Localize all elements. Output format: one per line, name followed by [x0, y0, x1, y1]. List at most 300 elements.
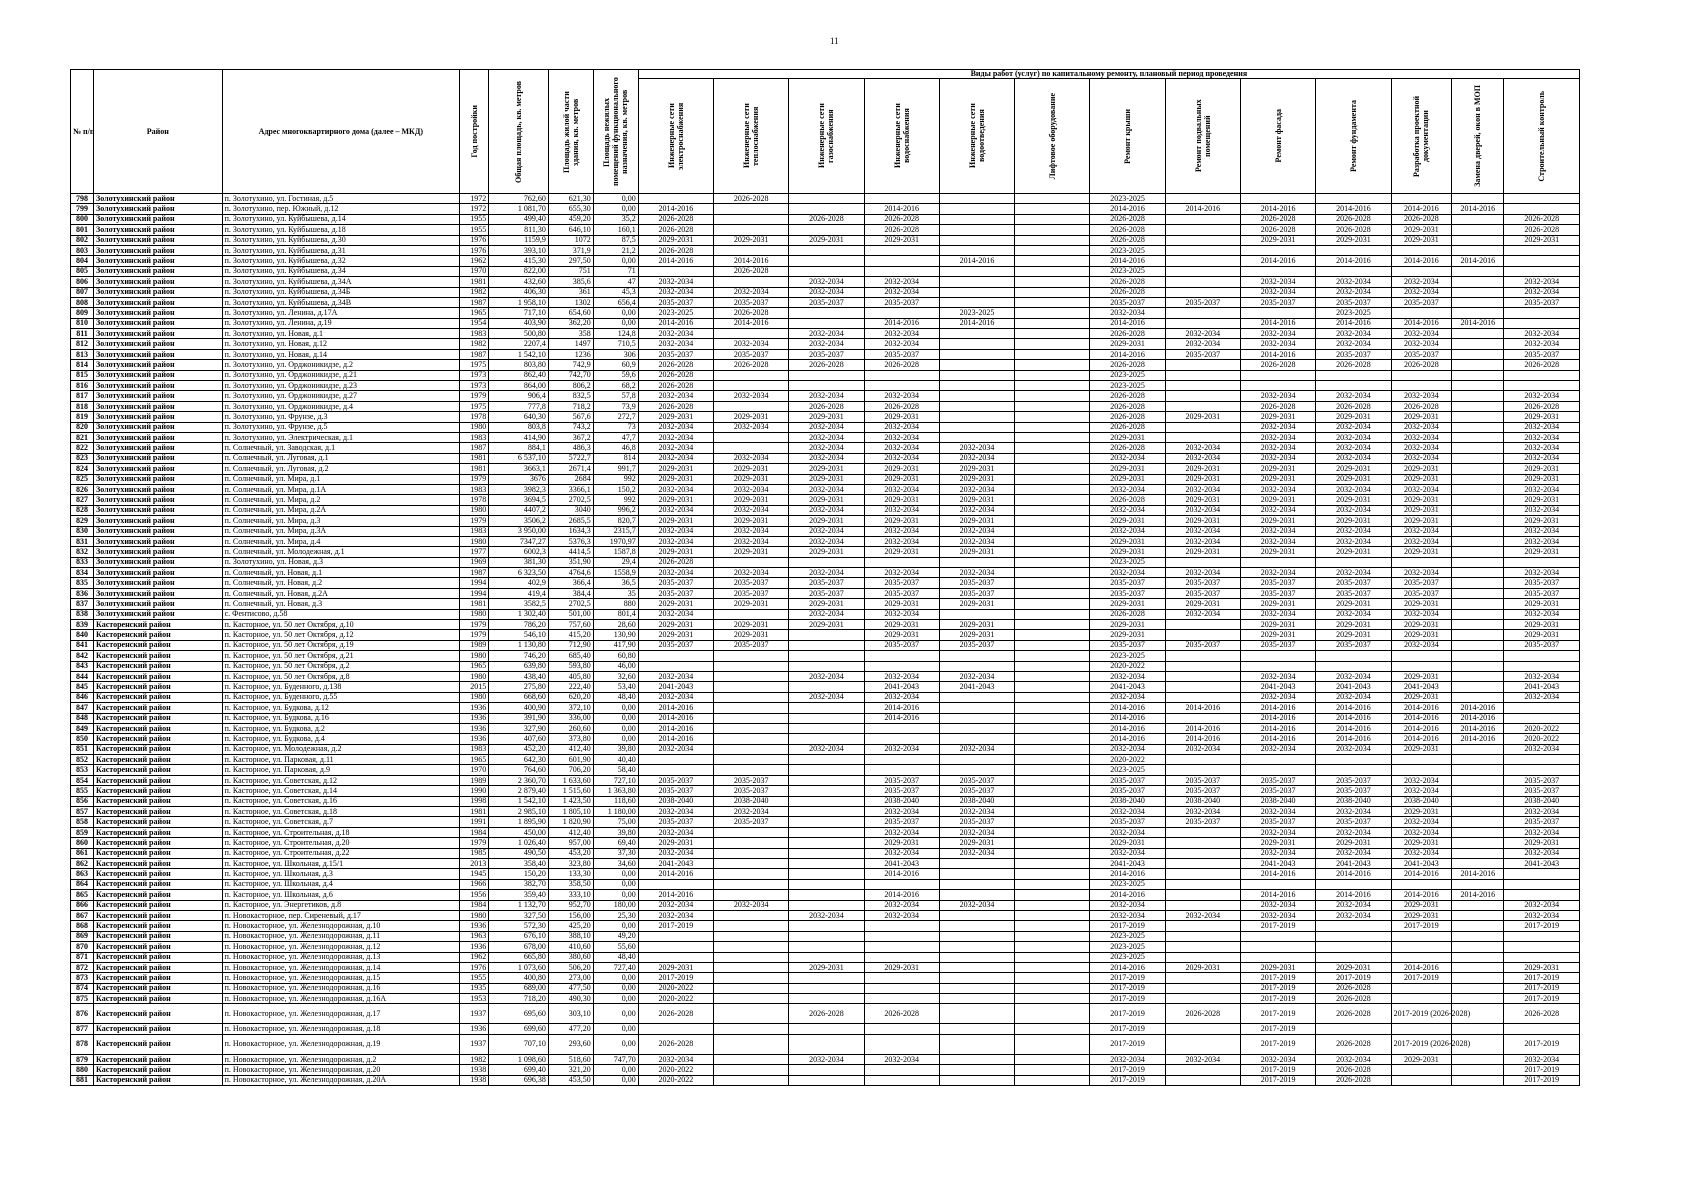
cell-foundation: 2041-2043: [1316, 859, 1391, 869]
cell-district: Касторенский район: [94, 786, 223, 796]
cell-electric: 2032-2034: [638, 848, 713, 858]
cell-elevator: [1015, 412, 1090, 422]
cell-water: [864, 308, 939, 318]
cell-roof: 2023-2025: [1090, 557, 1165, 567]
cell-total-area: 400,80: [489, 973, 549, 983]
cell-basement: [1165, 620, 1240, 630]
cell-elevator: [1015, 547, 1090, 557]
cell-heating: 2029-2031: [714, 516, 789, 526]
cell-heating: 2032-2034: [714, 287, 789, 297]
cell-gas: [789, 879, 864, 889]
cell-address: п. Касторное, ул. Школьная, д.3: [222, 869, 459, 879]
cell-water: 2032-2034: [864, 692, 939, 702]
cell-gas: 2029-2031: [789, 495, 864, 505]
cell-construction-control: 2032-2034: [1504, 900, 1580, 910]
cell-sewage: [939, 983, 1014, 993]
cell-design-docs: 2014-2016: [1391, 256, 1452, 266]
cell-build-year: 1969: [459, 557, 488, 567]
cell-water: 2035-2037: [864, 349, 939, 359]
cell-living-area: 412,40: [548, 827, 593, 837]
cell-elevator: [1015, 443, 1090, 453]
cell-elevator: [1015, 349, 1090, 359]
cell-roof: 2026-2028: [1090, 235, 1165, 245]
cell-electric: 2026-2028: [638, 214, 713, 224]
cell-construction-control: 2032-2034: [1504, 848, 1580, 858]
cell-heating: 2026-2028: [714, 266, 789, 276]
cell-electric: 2020-2022: [638, 1075, 713, 1085]
cell-total-area: 432,60: [489, 277, 549, 287]
cell-build-year: 2015: [459, 682, 488, 692]
cell-basement: 2032-2034: [1165, 339, 1240, 349]
cell-roof: 2032-2034: [1090, 827, 1165, 837]
cell-build-year: 2013: [459, 859, 488, 869]
cell-roof: 2023-2025: [1090, 194, 1165, 204]
cell-basement: 2032-2034: [1165, 453, 1240, 463]
cell-elevator: [1015, 287, 1090, 297]
cell-electric: 2029-2031: [638, 412, 713, 422]
cell-basement: [1165, 194, 1240, 204]
cell-total-area: 665,80: [489, 952, 549, 962]
cell-elevator: [1015, 422, 1090, 432]
cell-heating: 2014-2016: [714, 256, 789, 266]
cell-basement: 2029-2031: [1165, 464, 1240, 474]
cell-row-number: 859: [71, 827, 94, 837]
cell-foundation: 2029-2031: [1316, 474, 1391, 484]
col-header-heating: Инженерные сети теплоснабжения: [714, 79, 789, 194]
cell-doors-windows: [1452, 194, 1504, 204]
cell-electric: 2032-2034: [638, 432, 713, 442]
cell-foundation: 2014-2016: [1316, 703, 1391, 713]
cell-electric: 2032-2034: [638, 277, 713, 287]
cell-foundation: [1316, 557, 1391, 567]
cell-district: Касторенский район: [94, 921, 223, 931]
cell-heating: [714, 734, 789, 744]
cell-living-area: 371,9: [548, 245, 593, 255]
cell-address: п. Новокасторное, ул. Железнодорожная, д.15: [222, 973, 459, 983]
cell-roof: 2014-2016: [1090, 734, 1165, 744]
cell-elevator: [1015, 235, 1090, 245]
cell-nonliving-area: 0,00: [593, 879, 638, 889]
cell-district: Касторенский район: [94, 682, 223, 692]
cell-living-area: 567,6: [548, 412, 593, 422]
table-row: [71, 505, 1580, 515]
cell-living-area: 3366,1: [548, 484, 593, 494]
cell-design-docs: [1391, 557, 1452, 567]
cell-sewage: 2029-2031: [939, 599, 1014, 609]
cell-gas: [789, 723, 864, 733]
cell-living-area: 1497: [548, 339, 593, 349]
cell-heating: 2035-2037: [714, 640, 789, 650]
cell-water: [864, 651, 939, 661]
col-header-facade: Ремонт фасада: [1241, 79, 1316, 194]
cell-design-docs: [1391, 931, 1452, 941]
cell-build-year: 1938: [459, 1065, 488, 1075]
cell-elevator: [1015, 651, 1090, 661]
cell-district: Касторенский район: [94, 723, 223, 733]
cell-total-area: 358,40: [489, 859, 549, 869]
cell-district: Касторенский район: [94, 1034, 223, 1054]
cell-facade: 2035-2037: [1241, 588, 1316, 598]
cell-address: п. Касторное, ул. Советская, д.7: [222, 817, 459, 827]
col-header-roof: Ремонт крыши: [1090, 79, 1165, 194]
cell-district: Золотухинский район: [94, 484, 223, 494]
cell-address: п. Новокасторное, ул. Железнодорожная, д.16А: [222, 994, 459, 1004]
cell-build-year: 1980: [459, 536, 488, 546]
cell-address: п. Новокасторное, ул. Железнодорожная, д.10: [222, 921, 459, 931]
cell-roof: 2017-2019: [1090, 1075, 1165, 1085]
cell-sewage: [939, 651, 1014, 661]
cell-build-year: 1976: [459, 245, 488, 255]
cell-nonliving-area: 73: [593, 422, 638, 432]
cell-total-area: 406,30: [489, 287, 549, 297]
cell-roof: 2023-2025: [1090, 370, 1165, 380]
table-row: [71, 931, 1580, 941]
cell-elevator: [1015, 994, 1090, 1004]
cell-foundation: 2014-2016: [1316, 204, 1391, 214]
cell-nonliving-area: 417,90: [593, 640, 638, 650]
cell-nonliving-area: 130,90: [593, 630, 638, 640]
cell-living-area: 1 805,10: [548, 807, 593, 817]
cell-living-area: 321,20: [548, 1065, 593, 1075]
cell-address: п. Золотухино, ул. Ленина, д.19: [222, 318, 459, 328]
cell-design-docs: 2014-2016: [1391, 713, 1452, 723]
col-header-district: Район: [94, 70, 223, 194]
cell-electric: 2035-2037: [638, 786, 713, 796]
cell-row-number: 871: [71, 952, 94, 962]
cell-foundation: 2014-2016: [1316, 869, 1391, 879]
cell-doors-windows: [1452, 422, 1504, 432]
cell-doors-windows: [1452, 983, 1504, 993]
cell-roof: 2026-2028: [1090, 422, 1165, 432]
cell-living-area: 654,60: [548, 308, 593, 318]
cell-electric: 2035-2037: [638, 817, 713, 827]
cell-nonliving-area: 996,2: [593, 505, 638, 515]
cell-build-year: 1977: [459, 547, 488, 557]
table-row: [71, 661, 1580, 671]
cell-sewage: 2035-2037: [939, 817, 1014, 827]
cell-row-number: 823: [71, 453, 94, 463]
cell-build-year: 1936: [459, 713, 488, 723]
cell-district: Золотухинский район: [94, 349, 223, 359]
cell-sewage: [939, 713, 1014, 723]
cell-address: п. Золотухино, ул. Новая, д.14: [222, 349, 459, 359]
cell-roof: 2032-2034: [1090, 692, 1165, 702]
cell-heating: 2029-2031: [714, 620, 789, 630]
cell-build-year: 1962: [459, 256, 488, 266]
cell-water: 2029-2031: [864, 464, 939, 474]
table-row: [71, 1065, 1580, 1075]
col-header-living-area: Площадь жилой части здания, кв. метров: [548, 70, 593, 194]
cell-row-number: 850: [71, 734, 94, 744]
cell-gas: [789, 245, 864, 255]
cell-facade: [1241, 661, 1316, 671]
cell-district: Касторенский район: [94, 931, 223, 941]
cell-construction-control: 2029-2031: [1504, 412, 1580, 422]
cell-district: Золотухинский район: [94, 225, 223, 235]
cell-address: п. Новокасторное, ул. Железнодорожная, д.11: [222, 931, 459, 941]
cell-heating: 2026-2028: [714, 308, 789, 318]
cell-elevator: [1015, 214, 1090, 224]
table-row: [71, 214, 1580, 224]
col-header-construction-control: Строительный контроль: [1504, 79, 1580, 194]
cell-district: Золотухинский район: [94, 443, 223, 453]
cell-electric: 2032-2034: [638, 1054, 713, 1064]
cell-sewage: 2032-2034: [939, 443, 1014, 453]
cell-doors-windows: [1452, 962, 1504, 972]
table-row: [71, 775, 1580, 785]
cell-sewage: [939, 329, 1014, 339]
cell-basement: [1165, 921, 1240, 931]
cell-doors-windows: 2014-2016: [1452, 256, 1504, 266]
cell-electric: 2035-2037: [638, 640, 713, 650]
cell-design-docs: 2029-2031: [1391, 671, 1452, 681]
cell-total-area: 695,60: [489, 1004, 549, 1024]
cell-total-area: 391,90: [489, 713, 549, 723]
cell-water: 2032-2034: [864, 807, 939, 817]
cell-water: 2032-2034: [864, 900, 939, 910]
cell-total-area: 572,30: [489, 921, 549, 931]
cell-heating: 2032-2034: [714, 391, 789, 401]
cell-construction-control: 2017-2019: [1504, 921, 1580, 931]
cell-foundation: [1316, 952, 1391, 962]
cell-water: 2029-2031: [864, 620, 939, 630]
cell-doors-windows: [1452, 297, 1504, 307]
cell-doors-windows: [1452, 775, 1504, 785]
cell-gas: 2026-2028: [789, 1004, 864, 1024]
cell-construction-control: 2029-2031: [1504, 495, 1580, 505]
cell-total-area: 1 542,10: [489, 349, 549, 359]
cell-heating: [714, 204, 789, 214]
cell-total-area: 3694,5: [489, 495, 549, 505]
cell-foundation: 2026-2028: [1316, 360, 1391, 370]
cell-foundation: 2032-2034: [1316, 910, 1391, 920]
cell-heating: 2032-2034: [714, 536, 789, 546]
cell-sewage: [939, 339, 1014, 349]
cell-doors-windows: [1452, 879, 1504, 889]
cell-basement: 2032-2034: [1165, 807, 1240, 817]
cell-basement: 2014-2016: [1165, 723, 1240, 733]
cell-foundation: 2026-2028: [1316, 994, 1391, 1004]
cell-living-area: 453,20: [548, 848, 593, 858]
cell-electric: [638, 1024, 713, 1034]
cell-construction-control: 2032-2034: [1504, 443, 1580, 453]
cell-address: п. Новокасторное, пер. Сиреневый, д.17: [222, 910, 459, 920]
cell-row-number: 858: [71, 817, 94, 827]
cell-design-docs: [1391, 755, 1452, 765]
cell-elevator: [1015, 931, 1090, 941]
cell-doors-windows: [1452, 599, 1504, 609]
cell-roof: 2035-2037: [1090, 588, 1165, 598]
cell-nonliving-area: 150,2: [593, 484, 638, 494]
cell-living-area: 621,30: [548, 194, 593, 204]
cell-doors-windows: [1452, 568, 1504, 578]
cell-elevator: [1015, 194, 1090, 204]
cell-total-area: 786,20: [489, 620, 549, 630]
cell-doors-windows: [1452, 786, 1504, 796]
cell-heating: [714, 277, 789, 287]
cell-electric: 2032-2034: [638, 692, 713, 702]
cell-doors-windows: [1452, 807, 1504, 817]
cell-roof: 2038-2040: [1090, 796, 1165, 806]
cell-row-number: 822: [71, 443, 94, 453]
cell-roof: 2014-2016: [1090, 703, 1165, 713]
cell-foundation: 2029-2031: [1316, 464, 1391, 474]
cell-roof: 2020-2022: [1090, 661, 1165, 671]
cell-doors-windows: [1452, 381, 1504, 391]
cell-row-number: 838: [71, 609, 94, 619]
cell-foundation: 2029-2031: [1316, 235, 1391, 245]
cell-elevator: [1015, 630, 1090, 640]
cell-basement: 2035-2037: [1165, 640, 1240, 650]
cell-foundation: [1316, 381, 1391, 391]
cell-row-number: 835: [71, 578, 94, 588]
cell-elevator: [1015, 505, 1090, 515]
cell-basement: [1165, 682, 1240, 692]
col-header-address: Адрес многоквартирного дома (далее – МКД): [222, 70, 459, 194]
table-row: [71, 671, 1580, 681]
cell-doors-windows: [1452, 349, 1504, 359]
cell-build-year: 1980: [459, 505, 488, 515]
cell-construction-control: 2026-2028: [1504, 401, 1580, 411]
cell-foundation: 2017-2019: [1316, 973, 1391, 983]
cell-foundation: 2035-2037: [1316, 817, 1391, 827]
cell-electric: 2014-2016: [638, 318, 713, 328]
cell-doors-windows: [1452, 1024, 1504, 1034]
cell-build-year: 1945: [459, 869, 488, 879]
cell-living-area: 384,4: [548, 588, 593, 598]
cell-row-number: 814: [71, 360, 94, 370]
table-row: [71, 827, 1580, 837]
cell-roof: 2020-2022: [1090, 755, 1165, 765]
cell-design-docs: 2029-2031: [1391, 620, 1452, 630]
cell-address: п. Касторное, ул. 50 лет Октября, д.19: [222, 640, 459, 650]
cell-construction-control: 2029-2031: [1504, 464, 1580, 474]
cell-address: п. Касторное, ул. 50 лет Октября, д.10: [222, 620, 459, 630]
cell-living-area: 712,90: [548, 640, 593, 650]
cell-gas: [789, 775, 864, 785]
cell-facade: [1241, 308, 1316, 318]
cell-district: Золотухинский район: [94, 235, 223, 245]
cell-water: 2032-2034: [864, 671, 939, 681]
cell-row-number: 865: [71, 890, 94, 900]
cell-district: Касторенский район: [94, 942, 223, 952]
cell-row-number: 855: [71, 786, 94, 796]
cell-gas: [789, 1065, 864, 1075]
cell-facade: 2032-2034: [1241, 1054, 1316, 1064]
cell-district: Касторенский район: [94, 962, 223, 972]
cell-construction-control: 2035-2037: [1504, 349, 1580, 359]
cell-nonliving-area: 25,30: [593, 910, 638, 920]
cell-construction-control: 2032-2034: [1504, 536, 1580, 546]
cell-design-docs: 2035-2037: [1391, 349, 1452, 359]
cell-construction-control: [1504, 952, 1580, 962]
cell-facade: 2029-2031: [1241, 464, 1316, 474]
cell-sewage: [939, 765, 1014, 775]
cell-living-area: 2685,5: [548, 516, 593, 526]
cell-build-year: 1980: [459, 609, 488, 619]
cell-design-docs: 2026-2028: [1391, 360, 1452, 370]
cell-design-docs: [1391, 381, 1452, 391]
cell-sewage: 2032-2034: [939, 744, 1014, 754]
cell-construction-control: 2032-2034: [1504, 339, 1580, 349]
cell-district: Золотухинский район: [94, 536, 223, 546]
cell-construction-control: 2035-2037: [1504, 817, 1580, 827]
cell-district: Золотухинский район: [94, 214, 223, 224]
cell-build-year: 1994: [459, 588, 488, 598]
cell-foundation: 2032-2034: [1316, 848, 1391, 858]
cell-roof: 2023-2025: [1090, 879, 1165, 889]
cell-district: Касторенский район: [94, 983, 223, 993]
cell-nonliving-area: 747,70: [593, 1054, 638, 1064]
cell-sewage: [939, 401, 1014, 411]
cell-living-area: 5722,7: [548, 453, 593, 463]
cell-elevator: [1015, 432, 1090, 442]
cell-electric: 2032-2034: [638, 287, 713, 297]
cell-doors-windows: [1452, 630, 1504, 640]
cell-electric: 2026-2028: [638, 1034, 713, 1054]
cell-district: Золотухинский район: [94, 308, 223, 318]
cell-facade: 2029-2031: [1241, 620, 1316, 630]
cell-heating: [714, 1004, 789, 1024]
cell-foundation: [1316, 194, 1391, 204]
cell-address: п. Новокасторное, ул. Железнодорожная, д.19: [222, 1034, 459, 1054]
cell-electric: 2014-2016: [638, 204, 713, 214]
cell-row-number: 861: [71, 848, 94, 858]
cell-nonliving-area: 58,40: [593, 765, 638, 775]
cell-electric: 2029-2031: [638, 962, 713, 972]
cell-water: 2026-2028: [864, 360, 939, 370]
cell-build-year: 1978: [459, 412, 488, 422]
cell-electric: 2029-2031: [638, 547, 713, 557]
cell-district: Касторенский район: [94, 713, 223, 723]
cell-sewage: [939, 557, 1014, 567]
cell-facade: 2041-2043: [1241, 859, 1316, 869]
cell-row-number: 815: [71, 370, 94, 380]
cell-district: Касторенский район: [94, 869, 223, 879]
cell-sewage: [939, 859, 1014, 869]
cell-water: 2032-2034: [864, 609, 939, 619]
table-row: [71, 194, 1580, 204]
cell-basement: [1165, 318, 1240, 328]
cell-elevator: [1015, 692, 1090, 702]
cell-district: Касторенский район: [94, 630, 223, 640]
cell-doors-windows: [1452, 266, 1504, 276]
cell-build-year: 1938: [459, 1075, 488, 1085]
cell-sewage: [939, 214, 1014, 224]
cell-living-area: 351,90: [548, 557, 593, 567]
cell-heating: [714, 682, 789, 692]
cell-nonliving-area: 0,00: [593, 734, 638, 744]
cell-construction-control: 2032-2034: [1504, 827, 1580, 837]
cell-build-year: 1955: [459, 225, 488, 235]
cell-roof: 2029-2031: [1090, 474, 1165, 484]
cell-nonliving-area: 118,60: [593, 796, 638, 806]
cell-gas: 2032-2034: [789, 692, 864, 702]
cell-construction-control: [1504, 651, 1580, 661]
cell-build-year: 1963: [459, 931, 488, 941]
cell-gas: [789, 713, 864, 723]
cell-heating: [714, 443, 789, 453]
cell-build-year: 1981: [459, 453, 488, 463]
cell-construction-control: 2032-2034: [1504, 744, 1580, 754]
cell-water: [864, 245, 939, 255]
cell-facade: [1241, 765, 1316, 775]
cell-design-docs: 2017-2019 (2026-2028): [1391, 1034, 1452, 1054]
cell-roof: 2035-2037: [1090, 297, 1165, 307]
cell-district: Касторенский район: [94, 859, 223, 869]
cell-construction-control: 2026-2028: [1504, 1004, 1580, 1024]
cell-address: п. Новокасторное, ул. Железнодорожная, д.12: [222, 942, 459, 952]
